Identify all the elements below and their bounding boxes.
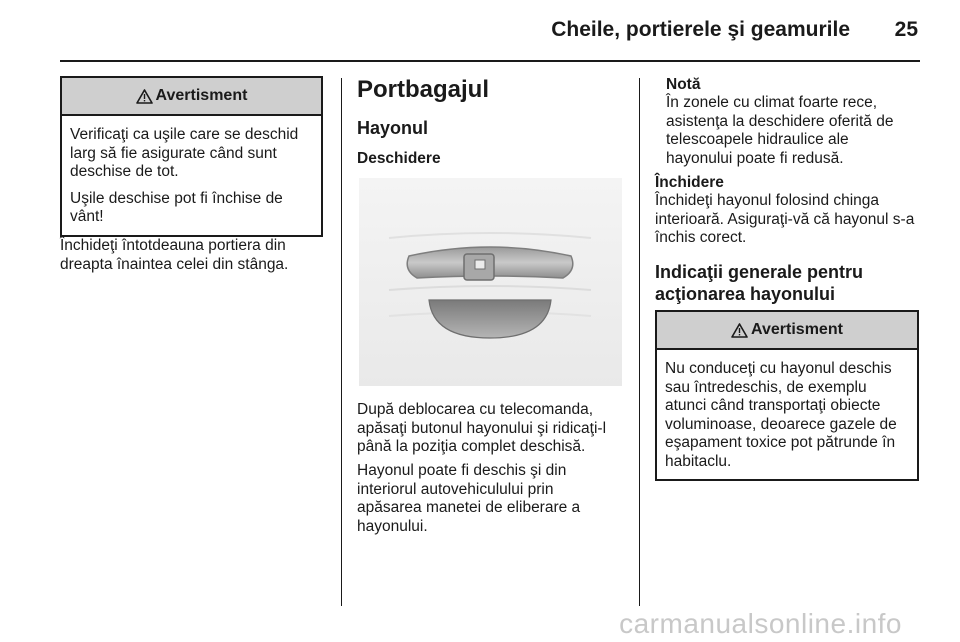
warning-box-doors [60, 76, 323, 237]
warning-title: Avertisment [155, 87, 248, 104]
column-divider-left [341, 78, 342, 606]
warning-title: Avertisment [751, 321, 843, 338]
watermark: carmanualsonline.info [619, 608, 902, 639]
note-heading: Notă [666, 76, 701, 93]
warning-body [62, 116, 321, 235]
warning-triangle-icon [136, 89, 153, 104]
page-header-title: Cheile, portierele şi geamurile [551, 18, 850, 41]
page-number: 25 [894, 18, 918, 41]
subsection-title: Hayonul [357, 118, 429, 138]
warning-body [657, 350, 917, 479]
warning-header [62, 78, 321, 116]
section-title: Portbagajul [357, 76, 490, 103]
tailgate-handle-image [359, 178, 622, 386]
warning-header [657, 312, 917, 350]
opening-paragraph: După deblocarea cu telecomanda, apăsaţi butonul hayonului şi ridicaţi-l până la poziţia complet deschisă. [357, 401, 607, 455]
interior-release-paragraph: Hayonul poate fi deschis şi din interiorul autovehiculului prin apăsarea manetei de eliberare a hayonului. [357, 462, 581, 535]
sub-heading-opening: Deschidere [357, 150, 441, 167]
note-text: În zonele cu climat foarte rece, asistenţa la deschidere oferită de telescoapele hidraulice ale hayonului poate fi redusă. [666, 94, 894, 167]
header-divider [60, 60, 920, 62]
warning-box-tailgate [655, 310, 919, 481]
warning-triangle-icon [731, 323, 748, 338]
warning-paragraph: Nu conduceţi cu hayonul deschis sau întredeschis, de exemplu atunci când transportaţi obiecte voluminoase, deoarece gazele de eşapament toxice pot pătrunde în habitaclu. [665, 360, 897, 470]
general-instructions-heading: Indicaţii generale pentru acţionarea hayonului [655, 262, 864, 304]
column-divider-right [639, 78, 640, 606]
body-paragraph-doors: Închideţi întotdeauna portiera din dreapta înaintea celei din stânga. [60, 237, 289, 273]
warning-paragraph: Verificaţi ca uşile care se deschid larg să fie asigurate când sunt deschise de tot. [70, 126, 299, 180]
warning-paragraph: Uşile deschise pot fi închise de vânt! [70, 189, 283, 225]
tailgate-button-illustration [359, 178, 622, 386]
closing-heading: Închidere [655, 174, 724, 191]
closing-text: Închideţi hayonul folosind chinga interioară. Asiguraţi-vă că hayonul s-a închis corect. [655, 192, 915, 246]
